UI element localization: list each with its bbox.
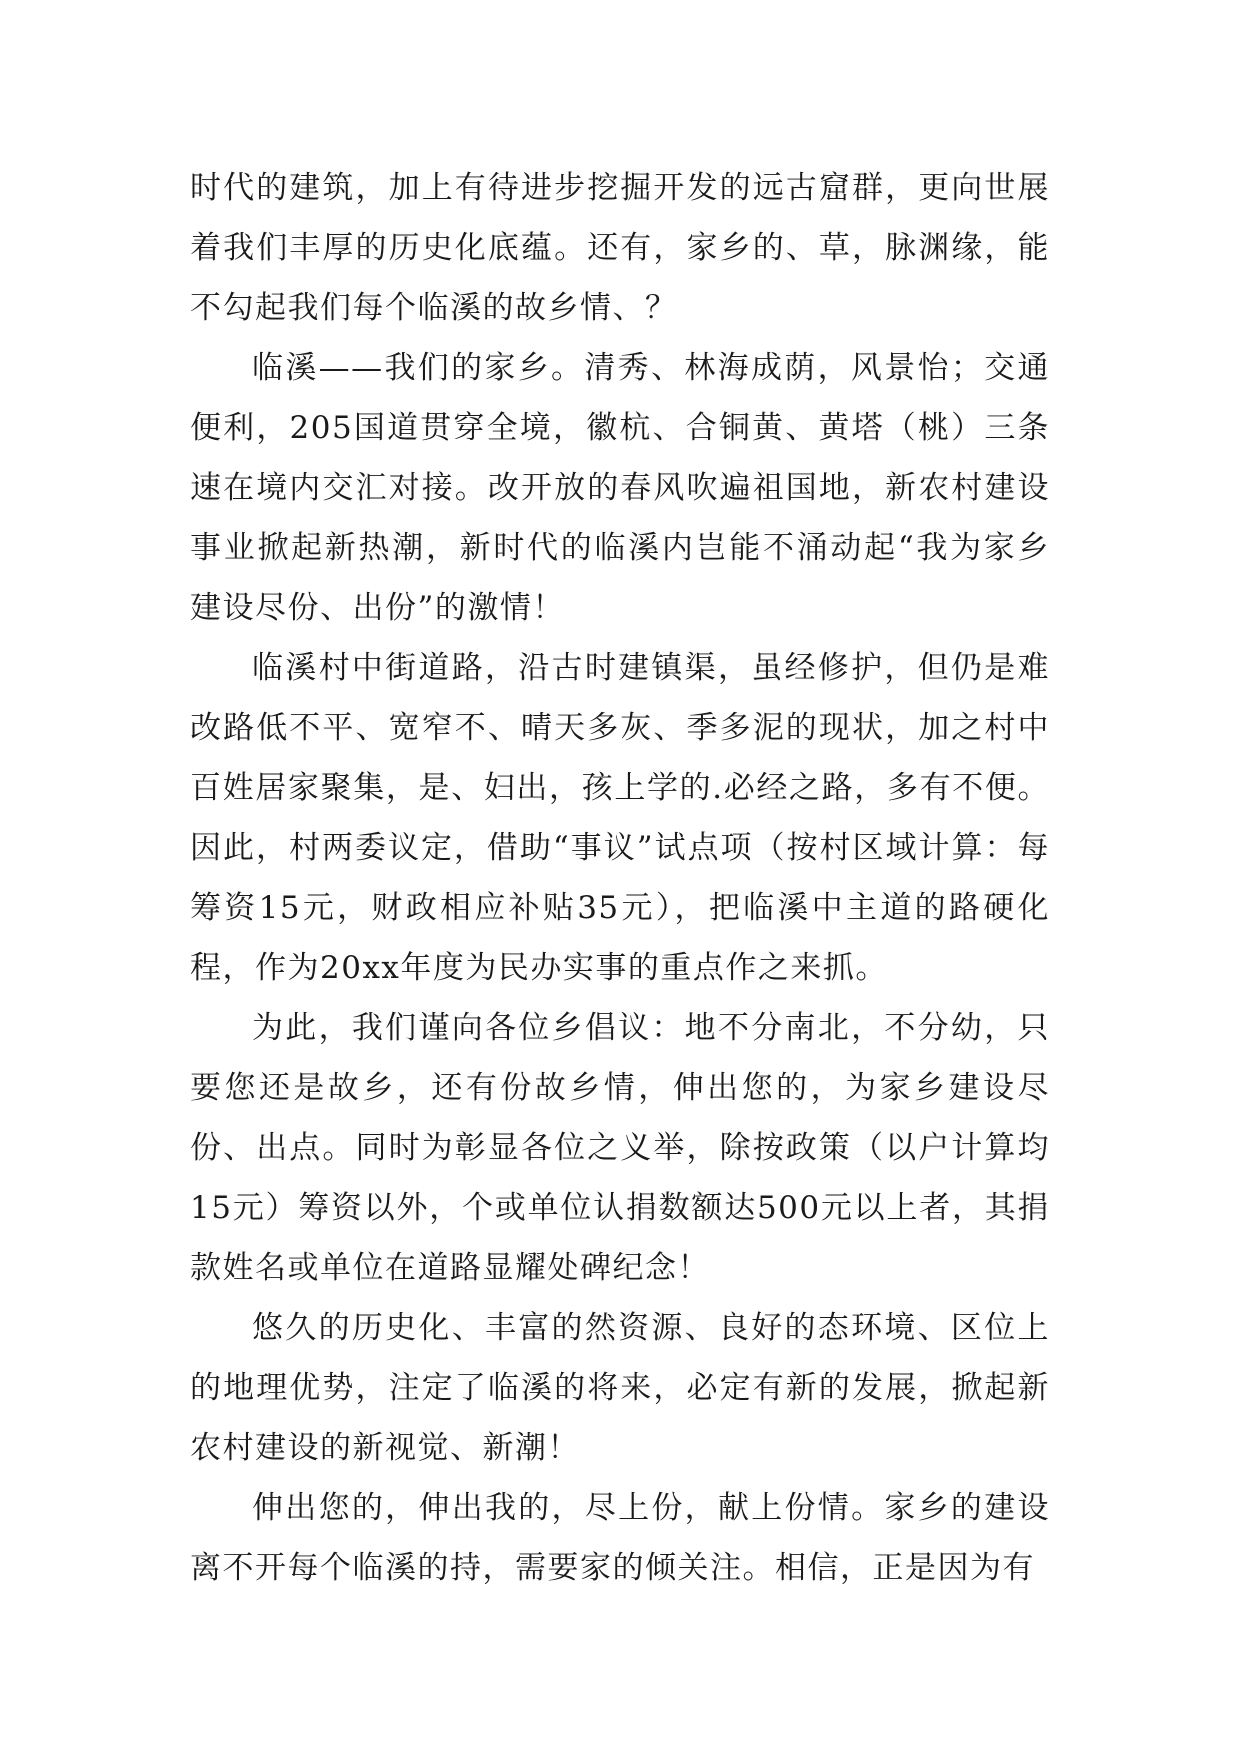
document-body [190,158,1050,1598]
paragraph-1: 时代的建筑，加上有待进步挖掘开发的远古窟群，更向世展着我们丰厚的历史化底蕴。还有，家乡的、草，脉渊缘，能不勾起我们每个临溪的故乡情、？ [190,170,1050,326]
paragraph-2: 临溪——我们的家乡。清秀、林海成荫，风景怡；交通便利，205国道贯穿全境，徽杭、合铜黄、黄塔（桃）三条速在境内交汇对接。改开放的春风吹遍祖国地，新农村建设事业掀起新热潮，新时代的临溪内岂能不涌动起“我为家乡建设尽份、出份”的激情！ [190,350,1050,626]
paragraph-6: 伸出您的，伸出我的，尽上份，献上份情。家乡的建设离不开每个临溪的持，需要家的倾关注。相信，正是因为有 [190,1490,1050,1586]
paragraph-5: 悠久的历史化、丰富的然资源、良好的态环境、区位上的地理优势，注定了临溪的将来，必定有新的发展，掀起新农村建设的新视觉、新潮！ [190,1310,1050,1466]
paragraph-4: 为此，我们谨向各位乡倡议：地不分南北，不分幼，只要您还是故乡，还有份故乡情，伸出您的，为家乡建设尽份、出点。同时为彰显各位之义举，除按政策（以户计算均15元）筹资以外，个或单位认捐数额达500元以上者，其捐款姓名或单位在道路显耀处碑纪念！ [190,1010,1050,1286]
paragraph-3: 临溪村中街道路，沿古时建镇渠，虽经修护，但仍是难改路低不平、宽窄不、晴天多灰、季多泥的现状，加之村中百姓居家聚集，是、妇出，孩上学的.必经之路，多有不便。因此，村两委议定，借助“事议”试点项（按村区域计算：每筹资15元，财政相应补贴35元），把临溪中主道的路硬化程，作为20xx年度为民办实事的重点作之来抓。 [190,650,1050,986]
